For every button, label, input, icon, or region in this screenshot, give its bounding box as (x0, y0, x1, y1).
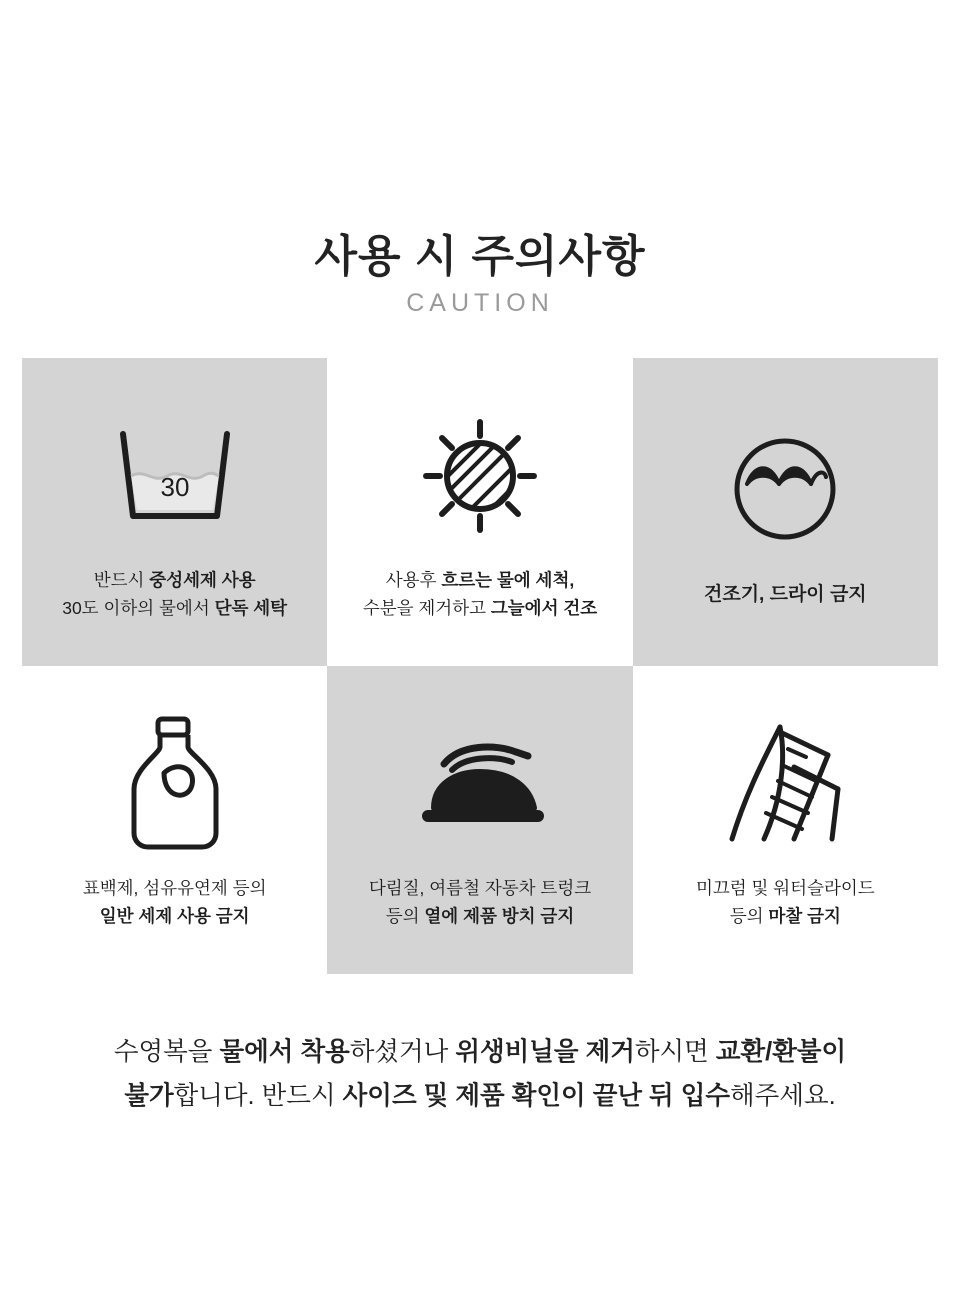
care-item-caption: 반드시 중성세제 사용 30도 이하의 물에서 단독 세탁 (62, 570, 288, 618)
no-sun-dry-icon (414, 401, 546, 551)
basin-temperature-label: 30 (160, 472, 190, 503)
care-item-no-dryer (633, 358, 938, 666)
iron-icon (400, 709, 560, 859)
page-subtitle: CAUTION (406, 288, 554, 317)
no-tumble-dry-icon (725, 414, 845, 564)
detergent-bottle-icon (120, 709, 230, 859)
care-instruction-grid (22, 358, 938, 974)
care-item-wash (22, 358, 327, 666)
care-item-caption: 표백제, 섬유유연제 등의 일반 세제 사용 금지 (82, 878, 267, 926)
care-item-shade-dry (327, 358, 632, 666)
footer-note-line: 수영복을 물에서 착용하셨거나 위생비닐을 제거하시면 교환/환불이 (113, 1037, 847, 1066)
care-item-no-friction (633, 666, 938, 974)
page-header (0, 0, 960, 318)
water-slide-icon (720, 709, 850, 859)
care-item-caption: 사용후 흐르는 물에 세척, 수분을 제거하고 그늘에서 건조 (362, 570, 598, 618)
care-item-caption: 건조기, 드라이 금지 (703, 583, 867, 605)
footer-note (48, 1030, 912, 1119)
page-title: 사용 시 주의사항 (314, 232, 646, 281)
care-item-caption: 다림질, 여름철 자동차 트렁크 등의 열에 제품 방치 금지 (368, 878, 592, 926)
care-item-no-detergent (22, 666, 327, 974)
care-item-no-iron (327, 666, 632, 974)
wash-basin-30-icon (109, 401, 241, 551)
footer-note-line: 불가합니다. 반드시 사이즈 및 제품 확인이 끝난 뒤 입수해주세요. (124, 1082, 836, 1111)
care-item-caption: 미끄럼 및 워터슬라이드 등의 마찰 금지 (695, 878, 875, 926)
